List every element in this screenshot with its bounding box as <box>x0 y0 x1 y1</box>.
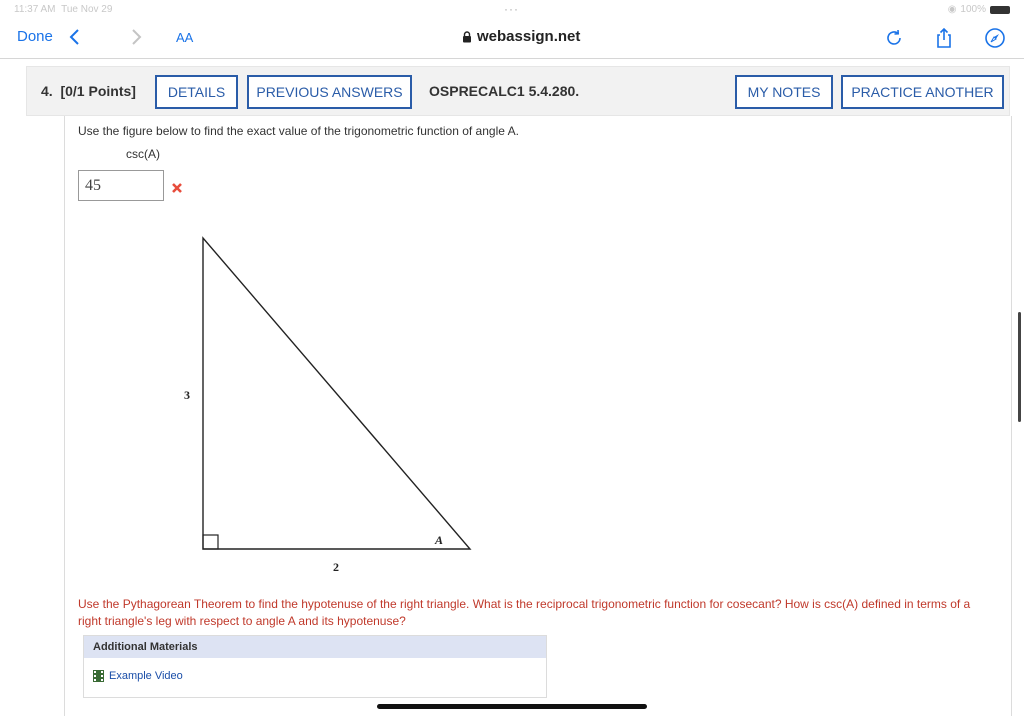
question-code: OSPRECALC1 5.4.280. <box>429 83 580 99</box>
details-button[interactable]: DETAILS <box>155 75 238 109</box>
additional-materials-panel <box>83 635 547 698</box>
wifi-icon: ◉ <box>947 4 957 15</box>
right-triangle-figure <box>176 232 486 582</box>
done-button[interactable]: Done <box>17 28 53 45</box>
example-video-label: Example Video <box>109 670 183 682</box>
answer-input[interactable] <box>78 170 164 201</box>
hint-text: Use the Pythagorean Theorem to find the hypotenuse of the right triangle. What is the reciprocal trigonometric function for cosecant? How is csc(A) defined in terms of a right triangle's leg with respect to angle A and its hypotenuse? <box>78 597 971 628</box>
chevron-right-icon[interactable] <box>128 26 148 48</box>
text-size-button[interactable]: AA <box>176 30 194 45</box>
previous-answers-button[interactable]: PREVIOUS ANSWERS <box>247 75 412 109</box>
status-bar <box>0 0 1024 20</box>
angle-label: A <box>435 533 444 547</box>
triangle-shape <box>203 238 470 549</box>
practice-another-button[interactable]: PRACTICE ANOTHER <box>841 75 1004 109</box>
film-icon <box>93 670 104 682</box>
my-notes-button[interactable]: MY NOTES <box>735 75 833 109</box>
share-icon[interactable] <box>932 26 956 50</box>
horizontal-leg-label: 2 <box>333 560 339 574</box>
tab-dots-icon: ··· <box>504 2 519 16</box>
url-text: webassign.net <box>477 28 581 45</box>
battery-label: 100% <box>960 4 986 15</box>
scrollbar[interactable] <box>1018 312 1021 422</box>
lock-icon <box>462 31 472 43</box>
additional-materials-heading: Additional Materials <box>84 636 546 658</box>
incorrect-icon <box>171 182 183 194</box>
home-indicator[interactable] <box>377 704 647 709</box>
vertical-leg-label: 3 <box>184 388 190 402</box>
example-video-link[interactable] <box>93 670 183 682</box>
question-number: 4. [0/1 Points] <box>41 83 136 99</box>
chevron-left-icon[interactable] <box>66 26 86 48</box>
reload-icon[interactable] <box>882 26 906 50</box>
right-angle-marker <box>203 535 218 549</box>
function-label: csc(A) <box>126 147 160 161</box>
status-time: 11:37 AM Tue Nov 29 <box>14 4 113 15</box>
question-header <box>26 66 1010 116</box>
question-prompt: Use the figure below to find the exact value of the trigonometric function of angle A. <box>78 124 519 138</box>
address-bar[interactable] <box>462 28 580 45</box>
status-right <box>948 4 1010 15</box>
browser-toolbar <box>0 20 1024 59</box>
compass-icon[interactable] <box>983 26 1007 50</box>
battery-icon <box>990 6 1010 14</box>
